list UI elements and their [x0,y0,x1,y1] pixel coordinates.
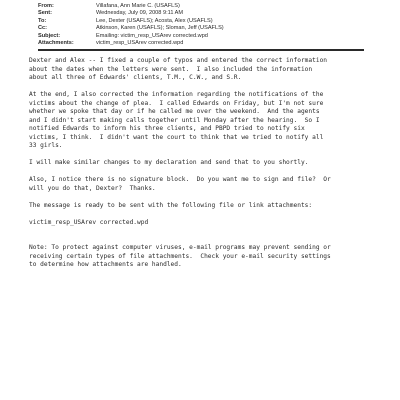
header-attachments-row [38,40,364,47]
header-sent-row [38,10,364,17]
body-paragraph-5 [29,202,369,211]
header-from-row [38,3,364,10]
security-note [29,244,369,270]
body-line: Also, I notice there is no signature block. Do you want me to sign and file? Or [29,176,331,183]
body-line: victims about the change of plea. I called Edwards on Friday, but I'm not sure [29,99,324,107]
body-line: The message is ready to be sent with the following file or link attachments: [29,201,313,209]
to-value: Lee, Dexter (USAFLS); Acosta, Alex (USAFLS) [96,17,213,24]
body-paragraph-2 [29,91,369,151]
body-line: victims, I think. I didn't want the court to think that we tried to notify all [29,133,324,141]
header-divider [38,49,364,51]
body-line: At the end, I also corrected the information regarding the notifications of the [29,91,324,98]
body-paragraph-4 [29,176,369,193]
body-line: whether we spoke that day or if he called me over the weekend. And the agents [29,108,320,115]
attachment-filename [29,219,369,228]
body-paragraph-1 [29,57,369,83]
body-line: notified Edwards to inform his three clients, and PBPD tried to notify six [29,125,305,132]
subject-label: Subject: [38,32,61,39]
body-line: Note: To protect against computer viruses, e-mail programs may prevent sending or [29,244,331,251]
body-line: victim_resp_USArev corrected.wpd [29,218,149,226]
body-line: about the dates when the letters were sent. I also included the information [29,65,313,73]
body-paragraph-3 [29,159,369,168]
header-cc-row [38,25,364,32]
body-line: and I didn't start making calls together until Monday after the hearing. So I [29,116,320,124]
body-line: to determine how attachments are handled. [29,261,182,268]
attachments-value: victim_resp_USArev corrected.wpd [96,40,184,47]
body-line: I will make similar changes to my declaration and send that to you shortly. [29,159,309,166]
email-body [29,57,369,278]
body-line: receiving certain types of file attachments. Check your e-mail security settings [29,252,331,260]
attachments-label: Attachments: [38,40,74,47]
email-header [38,3,364,47]
header-to-row [38,18,364,25]
to-label: To: [38,17,47,24]
body-line: will you do that, Dexter? Thanks. [29,184,156,192]
sent-label: Sent: [38,10,52,17]
cc-label: Cc: [38,25,48,32]
body-line: about all three of Edwards' clients, T.M., C.W., and S.R. [29,74,242,81]
body-line: Dexter and Alex -- I fixed a couple of typos and entered the correct information [29,57,328,64]
cc-value: Atkinson, Karen (USAFLS); Sloman, Jeff (USAFLS) [96,25,224,32]
body-line: 33 girls. [29,142,63,149]
subject-value: Emailing: victim_resp_USArev corrected.wpd [96,32,208,39]
sent-value: Wednesday, July 09, 2008 9:11 AM [96,10,184,17]
from-value: Villafana, Ann Marie C. (USAFLS) [96,3,180,9]
header-subject-row [38,33,364,40]
from-label: From: [38,3,54,9]
